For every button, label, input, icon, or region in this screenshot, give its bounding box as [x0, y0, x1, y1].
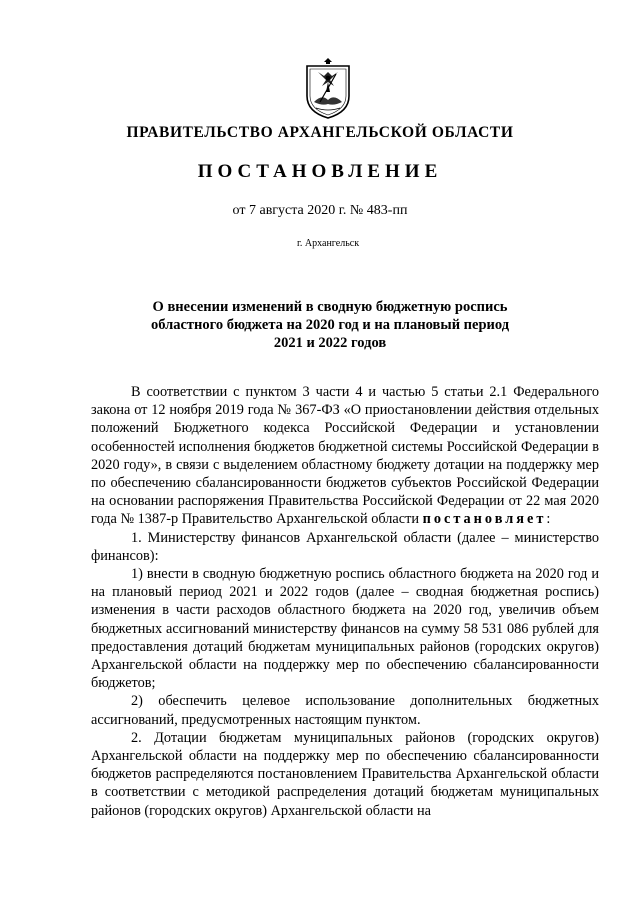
clause-2: 2. Дотации бюджетам муниципальных районов (городских округов) Архангельской области на поддержку мер по обеспечению сбалансированности бюджетов распределяются постановлением Правительства Архангельской области в соответствии с методикой распределения дотаций бюджетам муниципальных районов (городских округов) Архангельской области на	[91, 729, 599, 819]
intro-paragraph	[91, 383, 599, 529]
government-name: ПРАВИТЕЛЬСТВО АРХАНГЕЛЬСКОЙ ОБЛАСТИ	[126, 124, 514, 141]
intro-text: В соответствии с пунктом 3 части 4 и частью 5 статьи 2.1 Федерального закона от 12 ноября 2019 года № 367-ФЗ «О приостановлении действия отдельных положений Бюджетного кодекса Российской Федерации и установлении особенностей исполнения бюджетов бюджетной системы Российской Федерации в 2020 году», в связи с выделением областному бюджету дотации на поддержку мер по обеспечению сбалансированности бюджетов субъектов Российской Федерации на основании распоряжения Правительства Российской Федерации от 22 мая 2020 года № 1387-р Правительство Архангельской области	[91, 384, 599, 528]
document-body	[91, 383, 599, 820]
decree-word: постановляет	[422, 511, 547, 528]
clause-1-1: 1) внести в сводную бюджетную роспись областного бюджета на 2020 год и на плановый период 2021 и 2022 годов (далее – сводная бюджетная роспись) изменения в части расходов областного бюджета на 2020 год, увеличив объем бюджетных ассигнований министерству финансов на сумму 58 531 086 рублей для предоставления дотаций бюджетам муниципальных районов (городских округов) Архангельской области на поддержку мер по обеспечению сбалансированности бюджетов;	[91, 566, 599, 692]
clause-1: 1. Министерству финансов Архангельской области (далее – министерство финансов):	[91, 529, 599, 564]
title-line: О внесении изменений в сводную бюджетную роспись	[152, 299, 508, 315]
decree-colon: :	[546, 511, 551, 528]
title-line: областного бюджета на 2020 год и на плановый период	[150, 317, 510, 333]
date-number-line: от 7 августа 2020 г. № 483-пп	[232, 203, 408, 218]
document-title	[110, 298, 550, 352]
title-line: 2021 и 2022 годов	[273, 335, 387, 351]
city-label: г. Архангельск	[296, 238, 360, 249]
clause-1-2: 2) обеспечить целевое использование дополнительных бюджетных ассигнований, предусмотренных настоящим пунктом.	[91, 693, 599, 728]
arkhangelsk-coat-of-arms-icon	[304, 56, 352, 120]
document-type: ПОСТАНОВЛЕНИЕ	[197, 161, 443, 182]
